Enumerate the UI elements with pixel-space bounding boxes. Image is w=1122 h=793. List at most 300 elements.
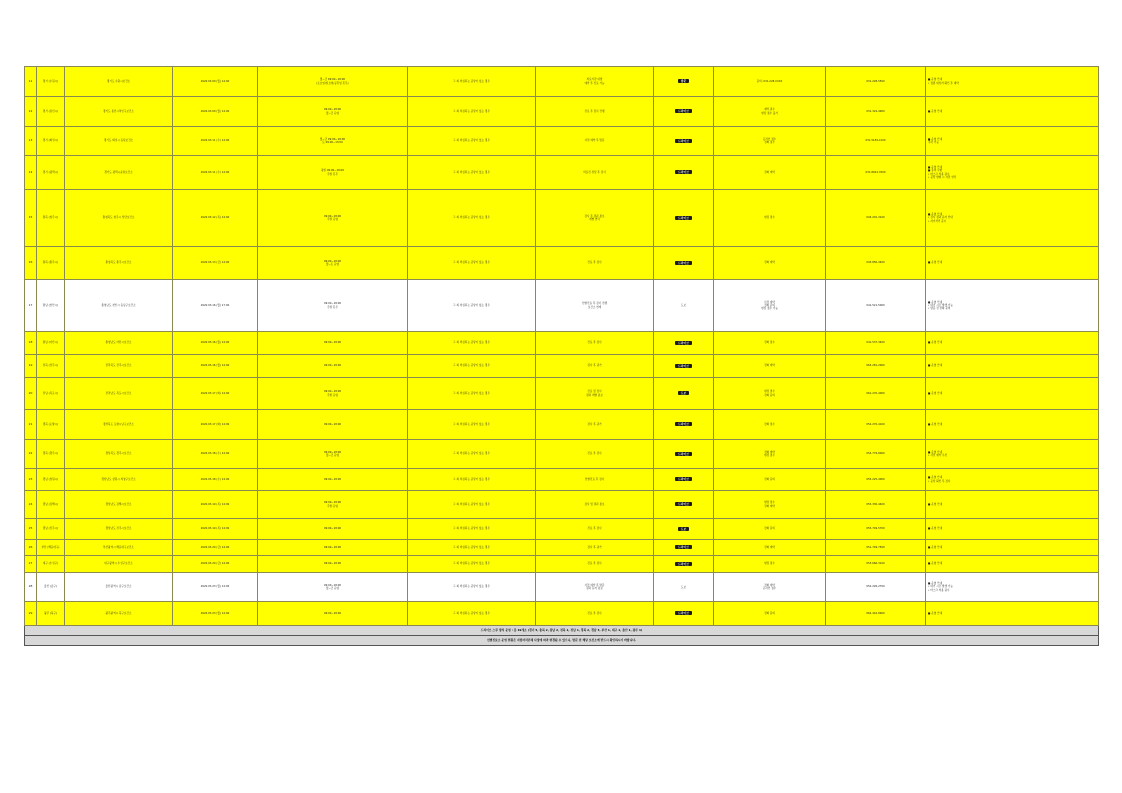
content-line: 선별진료 후 검사 진행 [581, 302, 608, 306]
info-cell [714, 67, 826, 97]
period-line: (토요일/일요일/공휴일 휴무) [316, 81, 349, 85]
memo-cell [926, 190, 1099, 247]
content-line: 사전 예약 후 방문 [584, 583, 605, 587]
info-line: 예약 필수 [764, 108, 775, 112]
row-number: 20 [25, 378, 37, 410]
table-row [25, 540, 1099, 556]
content-line: 검사 및 결과 통보 [584, 502, 605, 506]
period-cell [258, 469, 408, 491]
content-line: 진료 후 검사 [587, 341, 602, 345]
table-row [25, 440, 1099, 469]
memo-cell [926, 491, 1099, 519]
phone-cell: 063-281-2000 [826, 355, 926, 378]
target-cell: 그 외 의심되는 증상이 있는 경우 [408, 491, 536, 519]
method-cell [654, 491, 714, 519]
table-row [25, 127, 1099, 156]
method-badge: 도보 [680, 303, 687, 308]
info-line: 전화 문의 [764, 477, 775, 481]
content-cell [536, 519, 654, 540]
period-cell [258, 332, 408, 355]
content-cell [536, 332, 654, 355]
method-cell [654, 410, 714, 440]
table-row [25, 97, 1099, 127]
region-cell: 울산 (남구) [37, 573, 65, 602]
method-cell [654, 247, 714, 280]
table-row [25, 190, 1099, 247]
info-line: 전화 예약 [764, 261, 775, 265]
agency-cell: 충청남도 아산시보건소 [65, 332, 173, 355]
method-badge: 드라이브 [675, 341, 692, 345]
method-cell [654, 573, 714, 602]
memo-cell [926, 440, 1099, 469]
target-cell: 그 외 의심되는 증상이 있는 경우 [408, 156, 536, 190]
memo-line: • 자가격리 준수 [928, 219, 947, 223]
info-line: 전화 접수 [764, 141, 775, 144]
agency-cell: 충청북도 청주시 상당보건소 [65, 190, 173, 247]
content-cell [536, 540, 654, 556]
row-number: 28 [25, 573, 37, 602]
row-number: 26 [25, 540, 37, 556]
memo-cell [926, 156, 1099, 190]
period-line: 주말 운영 [327, 504, 338, 508]
method-badge: 드라이브 [675, 562, 692, 566]
method-badge: 드라이브 [675, 109, 692, 113]
footer-row [25, 626, 1099, 636]
region-cell: 충남 (아산시) [37, 332, 65, 355]
content-line: 검사 후 귀가 [587, 545, 602, 549]
content-cell [536, 469, 654, 491]
info-cell [714, 127, 826, 156]
memo-line: ■ 운영 안내 [928, 527, 943, 531]
target-cell: 그 외 의심되는 증상이 있는 경우 [408, 247, 536, 280]
memo-cell [926, 556, 1099, 573]
row-number: 25 [25, 519, 37, 540]
date-cell: 2020.03.09 (월) 14:00 [173, 67, 258, 97]
region-cell: 충북 (충주시) [37, 247, 65, 280]
table-row [25, 410, 1099, 440]
region-cell: 대구 (수성구) [37, 556, 65, 573]
row-number: 16 [25, 247, 37, 280]
info-line: 현장 접수 가능 [761, 307, 778, 311]
target-cell: 그 외 의심되는 증상이 있는 경우 [408, 97, 536, 127]
period-line: 주말 휴무 [327, 305, 338, 309]
date-cell: 2020.03.23 (월) 14:00 [173, 602, 258, 626]
region-cell: 충북 (청주시) [37, 190, 65, 247]
content-cell [536, 280, 654, 332]
clinic-table [24, 66, 1099, 646]
period-cell [258, 355, 408, 378]
target-cell: 그 외 의심되는 증상이 있는 경우 [408, 67, 536, 97]
info-cell [714, 469, 826, 491]
agency-cell: 경기도 화성시 동탄보건소 [65, 127, 173, 156]
memo-line: 주차 가능 [928, 141, 939, 144]
content-line: 검사 후 귀가 [587, 422, 602, 426]
period-cell [258, 602, 408, 626]
content-line: 진료 후 검사 진행 [584, 109, 605, 113]
date-cell: 2020.03.18 (수) 14:00 [173, 469, 258, 491]
target-cell: 그 외 의심되는 증상이 있는 경우 [408, 378, 536, 410]
method-cell [654, 127, 714, 156]
row-number: 17 [25, 280, 37, 332]
content-cell [536, 127, 654, 156]
row-number: 21 [25, 410, 37, 440]
memo-line: • 검사 결과 문자 안내 [928, 216, 953, 220]
method-badge: 드라이브 [675, 261, 692, 265]
region-cell: 경북 (경주시) [37, 440, 65, 469]
info-line: 현장 접수 [764, 216, 775, 220]
row-number: 22 [25, 440, 37, 469]
memo-cell [926, 573, 1099, 602]
agency-cell: 경기도 평택시송탄보건소 [65, 156, 173, 190]
content-cell [536, 355, 654, 378]
agency-cell: 부산광역시 해운대구보건소 [65, 540, 173, 556]
content-cell [536, 190, 654, 247]
memo-cell [926, 378, 1099, 410]
method-cell [654, 190, 714, 247]
info-line: 전화 예약 [764, 170, 775, 174]
info-line: 전화 예약 [764, 583, 775, 587]
method-badge: 드라이브 [675, 452, 692, 456]
memo-line: • 증상 확인 후 검사 [928, 479, 951, 483]
method-badge: 드라이브 [675, 170, 692, 174]
info-cell [714, 156, 826, 190]
info-cell [714, 97, 826, 127]
phone-cell: 041-521-5000 [826, 280, 926, 332]
date-cell: 2020.03.11 (수) 14:00 [173, 156, 258, 190]
period-line: 09:00~18:00 [323, 302, 342, 306]
memo-line: • 증상 발현 시 사전 연락 [928, 175, 957, 179]
memo-cell [926, 519, 1099, 540]
memo-cell [926, 602, 1099, 626]
content-line: 진료 후 검사 [587, 562, 602, 566]
region-cell: 경기 (화성시) [37, 127, 65, 156]
table-row [25, 602, 1099, 626]
agency-cell: 경상남도 진주시보건소 [65, 519, 173, 540]
phone-cell: 053-666-3100 [826, 556, 926, 573]
info-line: 전화 예약 [764, 364, 775, 368]
content-line: 예약 후 진료 가능 [584, 81, 605, 85]
phone-cell: 061-270-4000 [826, 378, 926, 410]
memo-line: • 사전 예약 우선 [928, 454, 948, 457]
content-line: 보건소 연계 [587, 305, 602, 309]
date-cell: 2020.03.19 (목) 14:00 [173, 491, 258, 519]
memo-line: • 방문 전 전화 문의 [928, 307, 951, 311]
info-cell [714, 332, 826, 355]
row-number: 24 [25, 491, 37, 519]
period-cell [258, 280, 408, 332]
method-cell [654, 332, 714, 355]
target-cell: 그 외 의심되는 증상이 있는 경우 [408, 332, 536, 355]
period-line: 09:00~18:00 [323, 259, 342, 263]
table-row [25, 156, 1099, 190]
content-cell [536, 97, 654, 127]
date-cell: 2020.03.13 (금) 14:00 [173, 247, 258, 280]
method-badge: 도보 [680, 584, 687, 589]
agency-cell: 경기도 용인시처인구보건소 [65, 97, 173, 127]
period-line: 09:00~18:00 [323, 477, 342, 481]
row-number: 12 [25, 97, 37, 127]
memo-cell [926, 97, 1099, 127]
target-cell: 그 외 의심되는 증상이 있는 경우 [408, 540, 536, 556]
content-line: 진료 후 검사 [587, 452, 602, 456]
info-cell [714, 602, 826, 626]
phone-cell: 055-225-4000 [826, 469, 926, 491]
info-cell [714, 410, 826, 440]
period-line: 09:00~18:00 [323, 562, 342, 566]
method-cell [654, 156, 714, 190]
info-line: 전화 접수 [764, 422, 775, 426]
content-line: 의료진 상담 후 검사 [583, 170, 606, 174]
region-cell: 경기 (수원시) [37, 67, 65, 97]
memo-line: ■ 유의 사항 [928, 169, 943, 173]
period-line: 09:00~18:00 [323, 364, 342, 368]
date-cell: 2020.03.12 (목) 14:00 [173, 190, 258, 247]
phone-cell: 041-537-3400 [826, 332, 926, 355]
content-cell [536, 410, 654, 440]
content-cell [536, 156, 654, 190]
agency-cell: 울산광역시 남구보건소 [65, 573, 173, 602]
target-cell: 그 외 의심되는 증상이 있는 경우 [408, 355, 536, 378]
region-cell: 광주 (북구) [37, 602, 65, 626]
info-cell [714, 519, 826, 540]
phone-cell: 054-779-8000 [826, 440, 926, 469]
memo-cell [926, 247, 1099, 280]
period-line: 09:00~18:00 [323, 422, 342, 426]
row-number: 13 [25, 127, 37, 156]
row-number: 27 [25, 556, 37, 573]
phone-cell: 031-324-4900 [826, 97, 926, 127]
row-number: 18 [25, 332, 37, 355]
phone-cell: 054-270-4100 [826, 410, 926, 440]
period-line: 월~금 운영 [325, 454, 340, 457]
info-line: 전화 예약 [764, 450, 775, 454]
table-row [25, 355, 1099, 378]
region-cell: 경남 (김해시) [37, 491, 65, 519]
region-cell: 경기 (용인시) [37, 97, 65, 127]
memo-line: ■ 운영 안내 [928, 502, 943, 506]
info-cell [714, 355, 826, 378]
memo-line: ■ 운영 안내 [928, 582, 943, 586]
method-cell [654, 67, 714, 97]
memo-line: • 접종 대상자 확인 후 예약 [928, 81, 959, 85]
period-cell [258, 247, 408, 280]
method-badge: 드라이브 [675, 216, 692, 220]
region-cell: 경기 (평택시) [37, 156, 65, 190]
agency-cell: 광주광역시 북구보건소 [65, 602, 173, 626]
target-cell: 그 외 의심되는 증상이 있는 경우 [408, 280, 536, 332]
info-cell [714, 540, 826, 556]
content-cell [536, 440, 654, 469]
method-cell [654, 556, 714, 573]
period-cell [258, 519, 408, 540]
row-number: 23 [25, 469, 37, 491]
info-line: 문의: 031-228-XXXX [756, 79, 783, 83]
info-line: 전화 문의 [764, 527, 775, 531]
date-cell: 2020.03.16 (월) 14:00 [173, 355, 258, 378]
memo-line: ■ 운영 안내 [928, 364, 943, 368]
info-cell [714, 247, 826, 280]
period-line: 주말 휴무 [327, 172, 338, 176]
memo-line: ■ 운영 안내 [928, 476, 943, 480]
table-row [25, 378, 1099, 410]
info-line: 전화 예약 [764, 504, 775, 508]
memo-cell [926, 540, 1099, 556]
agency-cell: 경기도 수원시보건소 [65, 67, 173, 97]
content-cell [536, 67, 654, 97]
date-cell: 2020.03.19 (목) 14:00 [173, 519, 258, 540]
memo-line: ■ 운영 안내 [928, 545, 943, 549]
content-line: 사전 예약 후 방문 [584, 139, 605, 143]
method-cell [654, 602, 714, 626]
content-cell [536, 602, 654, 626]
footer-summary: 드라이브 스루 방식 운영 : 총 19개소 (경기 5, 충북 2, 충남 2, 전북 1, 전남 1, 경북 2, 경남 3, 부산 1, 대구 1, 울산 1, 광주 1) [25, 626, 1099, 636]
info-line: 전화 문의 [764, 611, 775, 615]
period-line: 주말 운영 [327, 218, 338, 221]
footer-row [25, 636, 1099, 646]
target-cell: 그 외 의심되는 증상이 있는 경우 [408, 519, 536, 540]
memo-line: ■ 운영 안내 [928, 78, 943, 82]
content-line: 개별 연락 [589, 218, 600, 221]
phone-cell: 062-410-8900 [826, 602, 926, 626]
table-body [25, 67, 1099, 626]
method-cell [654, 97, 714, 127]
memo-line: • 마스크 착용 필수 [928, 588, 950, 592]
target-cell: 그 외 의심되는 증상이 있는 경우 [408, 573, 536, 602]
target-cell: 그 외 의심되는 증상이 있는 경우 [408, 556, 536, 573]
method-badge: 드라이브 [675, 502, 692, 506]
agency-cell: 충청남도 천안시 동남구보건소 [65, 280, 173, 332]
info-cell [714, 440, 826, 469]
table-row [25, 332, 1099, 355]
period-cell [258, 127, 408, 156]
memo-cell [926, 280, 1099, 332]
phone-cell: 031-5189-4100 [826, 127, 926, 156]
memo-line: ■ 운영 안내 [928, 165, 943, 169]
info-cell [714, 378, 826, 410]
memo-line: • 대기 시간 발생 가능 [928, 303, 953, 307]
period-cell [258, 440, 408, 469]
date-cell: 2020.03.20 (금) 14:00 [173, 540, 258, 556]
memo-line: ■ 운영 안내 [928, 300, 943, 304]
date-cell: 2020.03.16 (월) 17:00 [173, 280, 258, 332]
period-cell [258, 67, 408, 97]
period-line: 주말 운영 [327, 393, 338, 397]
memo-line: ■ 운영 안내 [928, 341, 943, 345]
content-line: 결과 개별 통보 [586, 393, 603, 397]
target-cell: 그 외 의심되는 증상이 있는 경우 [408, 410, 536, 440]
period-cell [258, 378, 408, 410]
content-line: 검사 후 결과 통보 [584, 214, 605, 218]
method-cell [654, 378, 714, 410]
period-cell [258, 556, 408, 573]
memo-cell [926, 67, 1099, 97]
info-cell [714, 491, 826, 519]
agency-cell: 대구광역시 수성구보건소 [65, 556, 173, 573]
region-cell: 경남 (창원시) [37, 469, 65, 491]
phone-cell: 043-850-3400 [826, 247, 926, 280]
period-cell [258, 540, 408, 556]
region-cell: 경남 (진주시) [37, 519, 65, 540]
table-row [25, 67, 1099, 97]
period-line: 09:00~18:00 [323, 583, 342, 587]
region-cell: 경북 (포항시) [37, 410, 65, 440]
date-cell: 2020.03.11 (수) 14:00 [173, 127, 258, 156]
method-badge: 드라이브 [675, 364, 692, 368]
table-row [25, 556, 1099, 573]
memo-line: • 대기 시간 발생 가능 [928, 585, 953, 589]
phone-cell: 043-201-3100 [826, 190, 926, 247]
target-cell: 그 외 의심되는 증상이 있는 경우 [408, 440, 536, 469]
method-badge: 드라이브 [675, 545, 692, 549]
memo-line: • 마스크 착용 필수 [928, 172, 950, 176]
memo-line: ■ 운영 안내 [928, 261, 943, 265]
phone-cell: 051-749-7500 [826, 540, 926, 556]
memo-line: ■ 운영 안내 [928, 611, 943, 615]
period-line: 09:00~18:00 [323, 611, 342, 615]
table-row [25, 519, 1099, 540]
period-line: 09:00~18:00 [323, 501, 342, 505]
memo-cell [926, 469, 1099, 491]
info-line: 현장 접수 [764, 390, 775, 394]
phone-cell: 055-330-4400 [826, 491, 926, 519]
period-line: 09:00~18:00 [323, 527, 342, 531]
period-cell [258, 573, 408, 602]
info-line: 사전 예약 [764, 300, 775, 304]
info-line: 전화 예약 [764, 545, 775, 549]
method-badge: 드라이브 [675, 611, 692, 615]
method-cell [654, 355, 714, 378]
content-cell [536, 556, 654, 573]
row-number: 19 [25, 355, 37, 378]
table-row [25, 247, 1099, 280]
agency-cell: 전라남도 목포시보건소 [65, 378, 173, 410]
period-line: 09:00~18:00 [323, 450, 342, 454]
period-line: 토 09:00~13:00 [322, 141, 343, 144]
method-cell [654, 440, 714, 469]
table-row [25, 280, 1099, 332]
agency-cell: 전라북도 전주시보건소 [65, 355, 173, 378]
content-line: 검사 후 귀가 [587, 364, 602, 368]
schedule-sheet [24, 66, 1098, 646]
period-line: 월~금 운영 [325, 111, 340, 115]
info-line: 현장 접수 [764, 454, 775, 457]
method-badge: 드라이브 [675, 477, 692, 481]
method-cell [654, 519, 714, 540]
date-cell: 2020.03.09 (월) 14:00 [173, 97, 258, 127]
method-badge: 드라이브 [675, 422, 692, 426]
region-cell: 충남 (천안시) [37, 280, 65, 332]
period-line: 월~금 운영 [325, 587, 340, 590]
phone-cell: 055-749-5700 [826, 519, 926, 540]
target-cell: 그 외 의심되는 증상이 있는 경우 [408, 190, 536, 247]
memo-cell [926, 127, 1099, 156]
period-line: 월~금 09:00~18:00 [319, 137, 346, 141]
row-number: 11 [25, 67, 37, 97]
date-cell: 2020.03.23 (월) 14:00 [173, 573, 258, 602]
table-row [25, 469, 1099, 491]
period-line: 월~금 09:00~18:00 [319, 78, 346, 82]
content-cell [536, 573, 654, 602]
memo-line: ■ 운영 안내 [928, 137, 943, 141]
period-line: 09:00~18:00 [323, 108, 342, 112]
info-cell [714, 190, 826, 247]
agency-cell: 충청북도 충주시보건소 [65, 247, 173, 280]
footer-notice: 선별진료소 운영 현황은 지방자치단체 사정에 따라 변경될 수 있으니, 방문 전 해당 보건소에 반드시 확인하시기 바랍니다. [25, 636, 1099, 646]
method-cell [654, 280, 714, 332]
memo-line: ■ 운영 안내 [928, 109, 943, 113]
phone-cell: 052-226-2700 [826, 573, 926, 602]
content-cell [536, 247, 654, 280]
